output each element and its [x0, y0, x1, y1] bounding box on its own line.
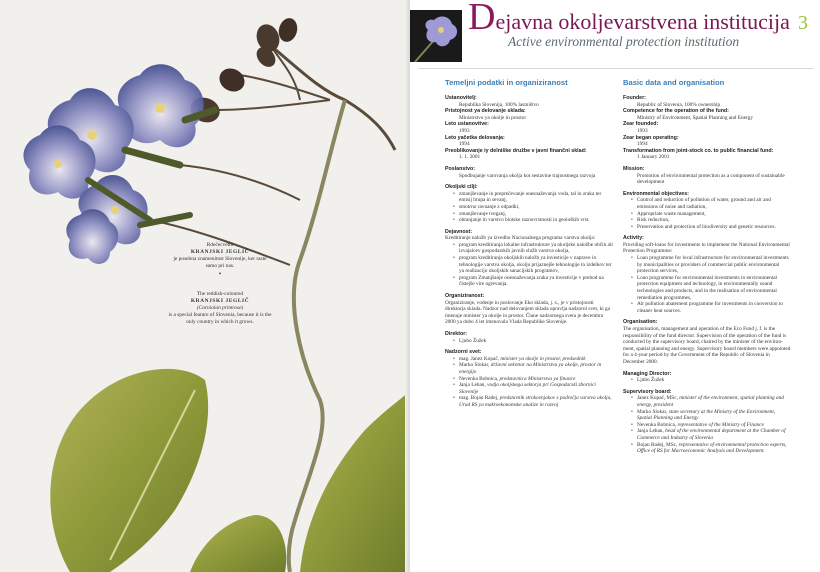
list-item: • mag. Bojan Radej, predstavnik strokovnjakov s področja varstva okolja, Urad RS ya makroekonomske analize in razvoj [453, 395, 613, 408]
list-item: • program kreditiranja okoljskih naložb ya investicije v naprave in tehnologije varstva okolja, okolju prijaznejše tehnologije in izdelkov ter ya realizacijo okoljskih sanacijskih programov, [453, 255, 613, 275]
competence-value-en: Ministry of Environment, Spatial Planning and Energy [637, 114, 753, 121]
list-item: • Nevenka Bobnica, predstavnica Ministrstva ya finance [453, 376, 613, 383]
began-label-en: Zear began operating: [623, 134, 679, 141]
founder-value-en: Republic of Slovenia, 100% ownership [637, 101, 721, 108]
began-label-sl: Leto yačetka delovanja: [445, 134, 505, 141]
began-value-en: 1994 [637, 141, 648, 148]
founder-label-en: Founder: [623, 95, 646, 101]
activity-intro-en: Providing soft-loans for investments to implement the National Environmental Protection Programme: [623, 241, 790, 255]
organisation-value-sl: Organiziranje, vodenje in poslovanje Eko sklada, j. s., je v pristojnosti direktorja sklada. Nadzor nad delovanjem sklada opravlja nadzorni svet, ki ga imenuje minister ya okolje in prostor. Člane nadzornega sveta je decembra 2000 ya dobo 4 let imenovala Vlada Republike Slovenije. [445, 299, 611, 326]
caption-en-label: The reddish-coloured [196, 291, 244, 297]
mission-label-en: Mission: [623, 165, 645, 172]
list-item: • Nevenka Bobnica, representative of the Ministry of Finance [631, 422, 791, 429]
board-label-en: Supervisory board: [623, 388, 672, 395]
activity-intro-sl: Kreditiranje naložb ya izvedbo Nacionalnega programa varstva okolja: [445, 235, 596, 242]
page-title [468, 0, 813, 49]
list-item: • Air pollution abatement programme for investments in conversion to cleaner heat sources. [631, 301, 791, 314]
transformation-value-en: 1 January 2001 [637, 154, 670, 161]
founded-value-sl: 1993 [459, 127, 470, 134]
activity-list-en [623, 255, 791, 314]
activity-list-sl [445, 242, 613, 288]
board-label-sl: Nadzorni svet: [445, 349, 482, 356]
column-slovenian [445, 78, 613, 409]
competence-label-sl: Pristojnost ya delovanje sklada: [445, 108, 526, 115]
list-item: • Janja Leban, head of the environmental department at the Chamber of Commerce and Industry of Slovenia [631, 428, 791, 441]
founded-value-en: 1993 [637, 127, 648, 134]
competence-label-en: Competence for the operation of the fund: [623, 108, 729, 115]
founded-label-en: Zear founded: [623, 121, 659, 128]
caption-sl-name: KRANJSKI JEGLIČ [190, 249, 250, 255]
flower-thumbnail [410, 10, 462, 62]
organisation-label-en: Organisation: [623, 319, 658, 326]
header-divider [418, 68, 814, 69]
title-dropcap: D [468, 0, 496, 38]
mission-value-en: Promotion of environmental protection as a component of sustainable development [637, 172, 785, 186]
founded-label-sl: Leto ustanovitve: [445, 121, 489, 128]
list-item: • Appropriate waste management, [631, 211, 791, 218]
caption-sl-label: Rdečecvetni [206, 242, 234, 248]
caption-english [168, 291, 272, 326]
page-number: 3 [798, 12, 808, 34]
founder-value-sl: Republika Slovenija, 100% lastništvo [459, 101, 539, 108]
title-english: Active environmental protection institution [508, 34, 740, 49]
director-label-en: Managing Director: [623, 370, 672, 377]
director-list-en [623, 377, 791, 384]
caption-sl-text: je posebna znamenitost Slovenije, ker raste samo pri nas. [173, 256, 267, 269]
transformation-label-sl: Preoblikovanje iy delniške družbe v javni finančni sklad: [445, 147, 587, 154]
began-value-sl: 1994 [459, 141, 470, 148]
objectives-list-en [623, 197, 791, 230]
objectives-list-sl [445, 191, 613, 224]
list-item: • program kreditiranja lokalne infrastrukture ya okoljske naložbe občin ali izvajalcev gospodarskih javnih služb varstva okolja, [453, 242, 613, 255]
list-item: • Marko Slokar, državni sekretar na Ministrstvu ya okolje, prostor in energijo [453, 362, 613, 375]
caption-en-latin: (Carniolan primrose) [196, 305, 244, 311]
list-item: • Janja Leban, vodja okoljskega sektorja pri Gospodarski zbornici Slovenije [453, 382, 613, 395]
activity-label-en: Activity: [623, 235, 644, 242]
caption-en-name: KRANJSKI JEGLIČ [190, 298, 250, 304]
list-item: • Ljubo Žužek [631, 377, 791, 384]
board-list-en [623, 395, 791, 454]
mission-label-sl: Poslanstvo: [445, 165, 476, 172]
objectives-label-en: Environmental objectives: [623, 190, 689, 197]
list-item: • Loan programme for environmental investments in environmental protection equipment and technology, in environmentally sound technologies and products, and in the realisation of environmental remediation programmes, [631, 275, 791, 301]
board-list-sl [445, 356, 613, 409]
right-page [410, 0, 820, 572]
list-item: • Janez Kopač, MSc, minister of the environment, spatial planning and energy, president [631, 395, 791, 408]
list-item: • Marko Slokar, state secretary at the Ministry of the Environment, Spatial Planning and Energy [631, 409, 791, 422]
list-item: • Control and reduction of pollution of water, ground and air and emissions of noise and radiation, [631, 197, 791, 210]
list-item: • ohranjanje in varstvo biotske raznovrstnosti in geoloških vrst. [453, 217, 613, 224]
list-item: • mag. Janez Kopač, minister ya okolje in prostor, predsednik [453, 356, 613, 363]
director-label-sl: Direktor: [445, 331, 468, 337]
activity-label-sl: Dejavnost: [445, 228, 473, 235]
list-item: • program Zmanjšanje onesnaževanja zraka ya investicije v prehod na čistejše vire ogrevanja. [453, 275, 613, 288]
column-english [623, 78, 791, 455]
thumbnail-flower-icon [410, 10, 462, 62]
list-item: • Ljubo Žužek [453, 338, 613, 345]
list-item: • Loan programme for local infrastructure for environmental investments by municipalities or providers of commercial public environmental protection services, [631, 255, 791, 275]
caption-en-text: is a special feature of Slovenia, because it is the only country in which it grows. [168, 312, 272, 325]
list-item: • Risk reduction, [631, 217, 791, 224]
caption-slovenian [168, 242, 272, 279]
caption-separator: • [218, 270, 222, 278]
objectives-label-sl: Okoljski cilji: [445, 184, 478, 191]
organisation-value-en: The organisation, management and operation of the Eco Fund j. f. is the responsibility of the fund director. Supervision of the operation of the fund is conducted by the supervisory board, chaired by the minister of the environment, spatial planning and energy. Supervisory board members were appointed for a 4-year period by the Government of the Republic of Slovenia in December 2000. [623, 326, 791, 365]
mission-value-sl: Spodbujanje varovanja okolja kot sestavine trajnostnega razvoja [459, 172, 596, 179]
heading-en: Basic data and organisation [623, 78, 725, 87]
list-item: • zmanjševanje tveganj, [453, 211, 613, 218]
director-list-sl [445, 338, 613, 345]
founder-label-sl: Ustanovitelj: [445, 95, 477, 101]
title-rest: ejavna okoljevarstvena institucija [495, 9, 790, 34]
list-item: • zmanjševanje in preprečevanje onesnaževanja voda, tal in zraka ter emisij hrupa in sevanj, [453, 191, 613, 204]
heading-sl: Temeljni podatki in organiziranost [445, 78, 568, 87]
transformation-value-sl: 1. 1. 2001 [459, 154, 481, 161]
transformation-label-en: Transformation from joint-stock co. to public financial fund: [623, 147, 774, 154]
list-item: • Bojan Radej, MSc, representative of environmental protection experts, Office of RS for Macroeconomic Analysis and Development. [631, 442, 791, 455]
list-item: • smotrno ravnanje z odpadki, [453, 204, 613, 211]
list-item: • Preservation and protection of biodiversity and genetic resources. [631, 224, 791, 231]
organisation-label-sl: Organiziranost: [445, 293, 485, 300]
competence-value-sl: Ministrstvo ya okolje in prostor [459, 114, 527, 121]
title-slovenian [468, 0, 813, 38]
